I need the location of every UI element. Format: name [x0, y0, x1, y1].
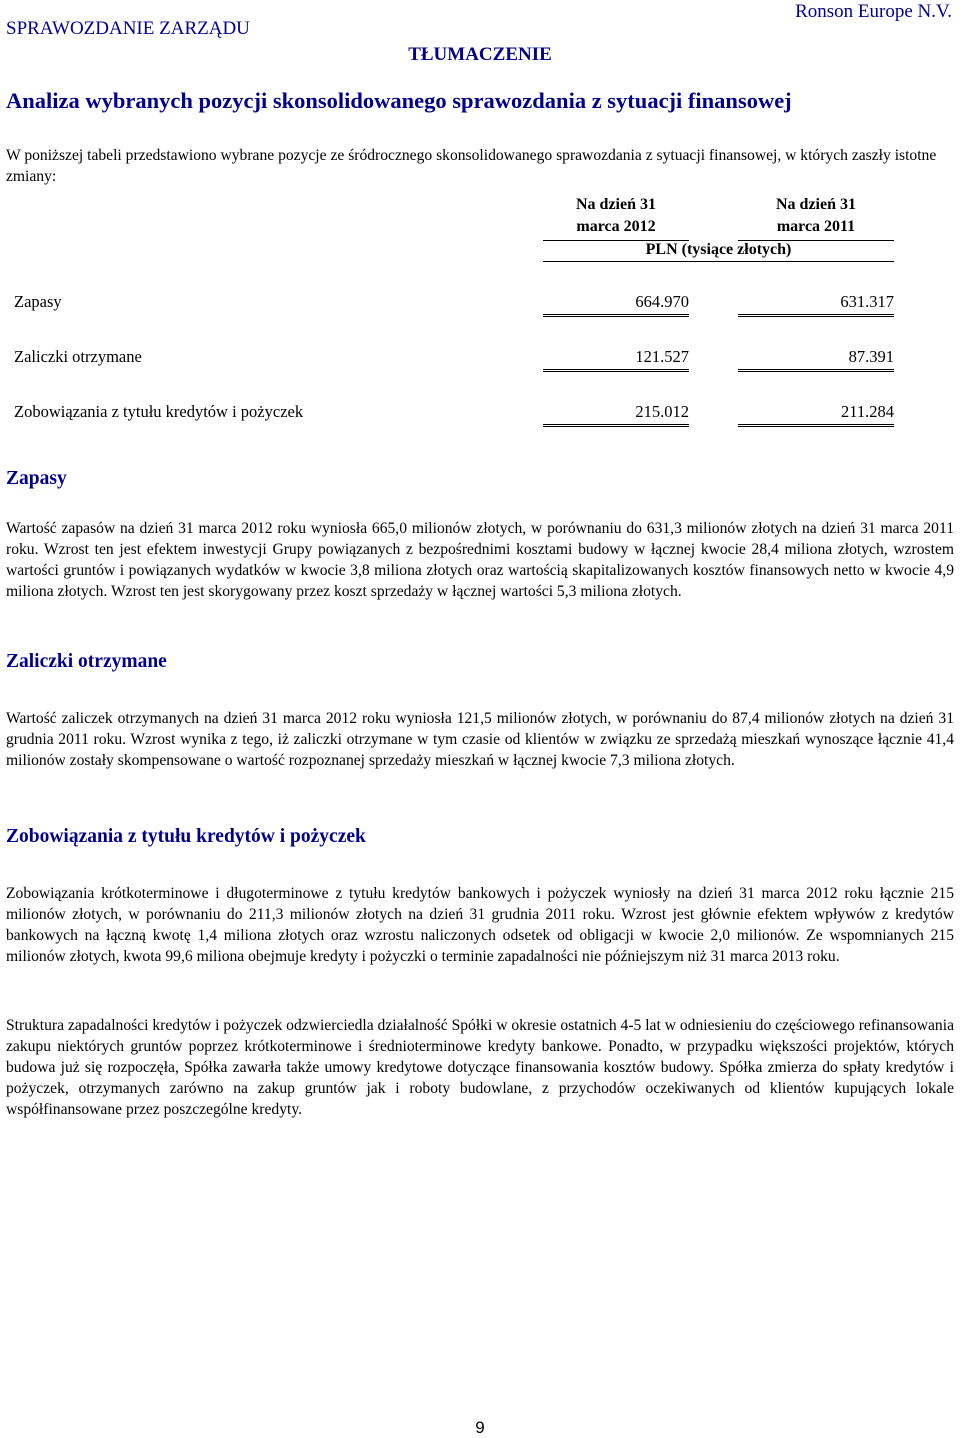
currency-unit: PLN (tysiące złotych): [543, 241, 894, 262]
section-text-zobowiazania-2: Struktura zapadalności kredytów i pożyczek odzwierciedla działalność Spółki w okresie ostatnich 4-5 lat w odniesieniu do częściowego refinansowania zakupu niektórych gruntów poprzez krótkoterminowe i średnioterminowe kredyty bankowe. Ponadto, w przypadku większości projektów, których budowa już się rozpoczęła, Spółka zawarła także umowy kredytowe dotyczące finansowania kosztów budowy. Spółka zmierza do spłaty kredytów i pożyczek, otrzymanych zarówno na zakup gruntów jak i roboty budowlane, z przychodów oczekiwanych od klientów kupujących lokale współfinansowane przez poszczególne kredyty.: [6, 1017, 954, 1118]
value-zapasy-2012: 664.970: [543, 292, 689, 317]
row-label-zapasy: Zapasy: [14, 292, 62, 311]
section-heading-zapasy: Zapasy: [6, 468, 67, 489]
intro-paragraph: W poniższej tabeli przedstawiono wybrane pozycje ze śródrocznego skonsolidowanego sprawozdania z sytuacji finansowej, w których zaszły istotne zmiany:: [6, 147, 937, 185]
row-label-zobowiazania: Zobowiązania z tytułu kredytów i pożyczek: [14, 402, 304, 421]
page-title: Analiza wybranych pozycji skonsolidowanego sprawozdania z sytuacji finansowej: [6, 88, 792, 113]
section-text-zaliczki: Wartość zaliczek otrzymanych na dzień 31 marca 2012 roku wyniosła 121,5 milionów złotych, w porównaniu do 87,4 milionów złotych na dzień 31 grudnia 2011 roku. Wzrost wynika z tego, iż zaliczki otrzymane w tym czasie od klientów w związku ze sprzedażą mieszkań wynoszące łącznie 41,4 milionów zostały skompensowane o wartość rozpoznanej sprzedaży mieszkań w łącznej kwocie 7,3 miliona złotych.: [6, 710, 954, 769]
translation-label: TŁUMACZENIE: [408, 44, 552, 65]
section-text-zapasy: Wartość zapasów na dzień 31 marca 2012 roku wyniosła 665,0 milionów złotych, w porównaniu do 631,3 milionów złotych na dzień 31 marca 2011 roku. Wzrost ten jest efektem inwestycji Grupy powiązanych z bezpośrednimi kosztami budowy w łącznej kwocie 28,4 miliona złotych, wzrostem wartości gruntów i powiązanych wydatków w kwocie 3,8 miliona złotych oraz wartością skapitalizowanych kosztów finansowych netto w kwocie 4,9 miliona złotych. Wzrost ten jest skorygowany przez koszt sprzedaży w łącznej wartości 5,3 miliona złotych.: [6, 520, 954, 600]
row-label-zaliczki: Zaliczki otrzymane: [14, 347, 142, 366]
value-zaliczki-2012: 121.527: [543, 347, 689, 372]
page-number: 9: [475, 1418, 485, 1437]
column-header-2011-line1: Na dzień 31: [776, 196, 856, 213]
section-heading-zobowiazania: Zobowiązania z tytułu kredytów i pożyczek: [6, 826, 366, 847]
report-header-left: SPRAWOZDANIE ZARZĄDU: [6, 18, 250, 39]
section-heading-zaliczki: Zaliczki otrzymane: [6, 651, 167, 672]
value-zobowiazania-2012: 215.012: [543, 402, 689, 427]
column-header-2011: [738, 194, 894, 241]
value-zobowiazania-2011: 211.284: [738, 402, 894, 427]
column-header-2012: [543, 194, 689, 241]
value-zaliczki-2011: 87.391: [738, 347, 894, 372]
column-header-2012-line2: marca 2012: [576, 218, 656, 235]
column-header-2012-line1: Na dzień 31: [576, 196, 656, 213]
company-name: Ronson Europe N.V.: [795, 1, 952, 22]
column-header-2011-line2: marca 2011: [776, 218, 856, 235]
value-zapasy-2011: 631.317: [738, 292, 894, 317]
section-text-zobowiazania-1: Zobowiązania krótkoterminowe i długoterminowe z tytułu kredytów bankowych i pożyczek wyniosły na dzień 31 marca 2012 roku łącznie 215 milionów złotych, w porównaniu do 211,3 milionów złotych na dzień 31 grudnia 2011 roku. Wzrost jest głównie efektem wpływów z kredytów bankowych na łączną kwotę 1,4 miliona złotych oraz wzrostu naliczonych odsetek od obligacji w kwocie 2,0 milionów. Ze wspomnianych 215 milionów złotych, kwota 99,6 miliona obejmuje kredyty i pożyczki o terminie zapadalności nie późniejszym niż 31 marca 2013 roku.: [6, 885, 954, 965]
